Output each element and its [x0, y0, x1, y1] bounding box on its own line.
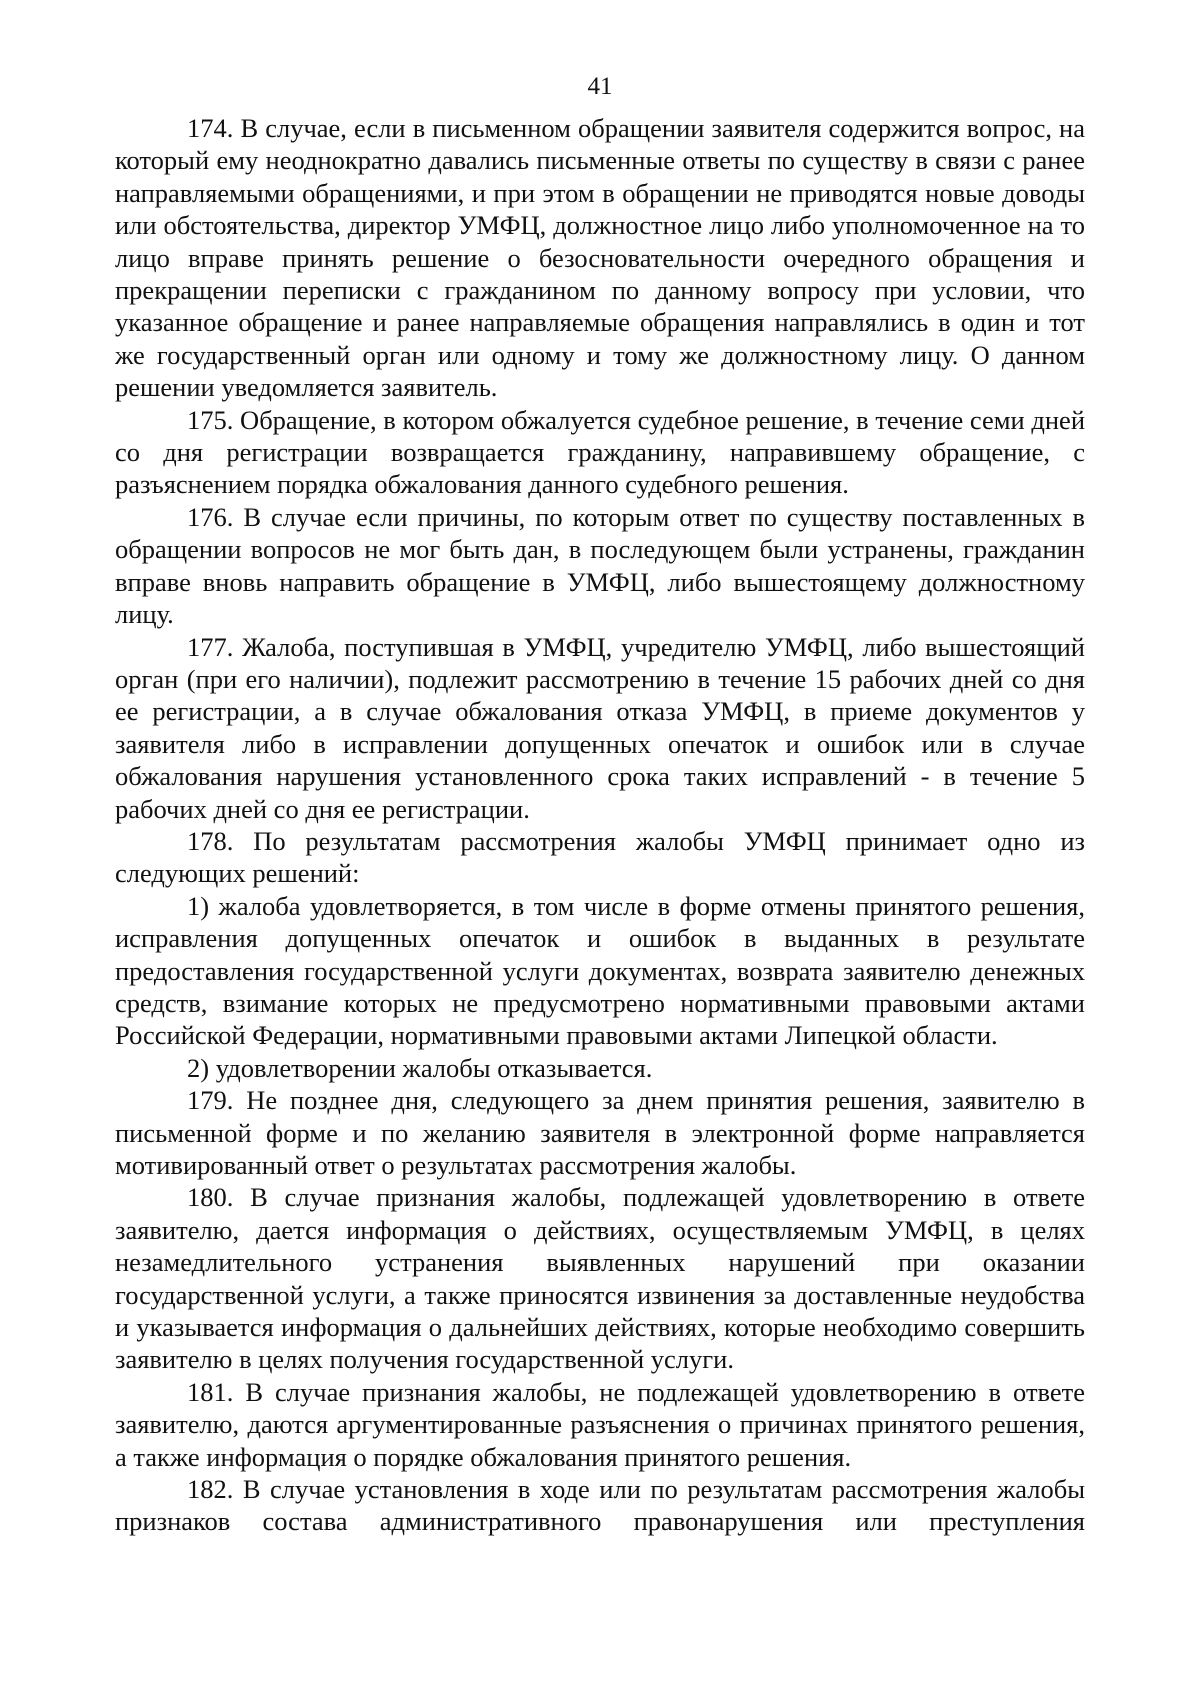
- paragraph-182: 182. В случае установления в ходе или по результатам рассмотрения жалобы признаков состава административного правонарушения или преступления: [115, 1474, 1085, 1537]
- paragraph-177: 177. Жалоба, поступившая в УМФЦ, учредителю УМФЦ, либо вышестоящий орган (при его наличии), подлежит рассмотрению в течение 15 рабочих дней со дня ее регистрации, а в случае обжалования отказа УМФЦ, в приеме документов у заявителя либо в исправлении допущенных опечаток и ошибок или в случае обжалования нарушения установленного срока таких исправлений - в течение 5 рабочих дней со дня ее регистрации.: [115, 631, 1085, 824]
- paragraph-179: 179. Не позднее дня, следующего за днем принятия решения, заявителю в письменной форме и по желанию заявителя в электронной форме направляется мотивированный ответ о результатах рассмотрения жалобы.: [115, 1085, 1085, 1180]
- paragraph-180: 180. В случае признания жалобы, подлежащей удовлетворению в ответе заявителю, дается информация о действиях, осуществляемым УМФЦ, в целях незамедлительного устранения выявленных нарушений при оказании государственной услуги, а также приносятся извинения за доставленные неудобства и указывается информация о дальнейших действиях, которые необходимо совершить заявителю в целях получения государственной услуги.: [115, 1182, 1085, 1375]
- paragraph-174: 174. В случае, если в письменном обращении заявителя содержится вопрос, на который ему неоднократно давались письменные ответы по существу в связи с ранее направляемыми обращениями, и при этом в обращении не приводятся новые доводы или обстоятельства, директор УМФЦ, должностное лицо либо уполномоченное на то лицо вправе принять решение о безосновательности очередного обращения и прекращении переписки с гражданином по данному вопросу при условии, что указанное обращение и ранее направляемые обращения направлялись в один и тот же государственный орган или одному и тому же должностному лицу. О данном решении уведомляется заявитель.: [115, 113, 1085, 403]
- paragraph-175: 175. Обращение, в котором обжалуется судебное решение, в течение семи дней со дня регистрации возвращается гражданину, направившему обращение, с разъяснением порядка обжалования данного судебного решения.: [115, 404, 1085, 500]
- page-number: 41: [587, 73, 613, 100]
- paragraph-178-item-1: 1) жалоба удовлетворяется, в том числе в форме отмены принятого решения, исправления допущенных опечаток и ошибок в выданных в результате предоставления государственной услуги документах, возврата заявителю денежных средств, взимание которых не предусмотрено нормативными правовыми актами Российской Федерации, нормативными правовыми актами Липецкой области.: [115, 890, 1085, 1051]
- paragraph-176: 176. В случае если причины, по которым ответ по существу поставленных в обращении вопросов не мог быть дан, в последующем были устранены, гражданин вправе вновь направить обращение в УМФЦ, либо вышестоящему должностному лицу.: [115, 501, 1085, 630]
- document-body: [115, 112, 1085, 1538]
- paragraph-178-item-2: 2) удовлетворении жалобы отказывается.: [187, 1052, 653, 1083]
- paragraph-178: 178. По результатам рассмотрения жалобы УМФЦ принимает одно из следующих решений:: [115, 825, 1085, 889]
- paragraph-181: 181. В случае признания жалобы, не подлежащей удовлетворению в ответе заявителю, даются аргументированные разъяснения о причинах принятого решения, а также информация о порядке обжалования принятого решения.: [115, 1376, 1085, 1472]
